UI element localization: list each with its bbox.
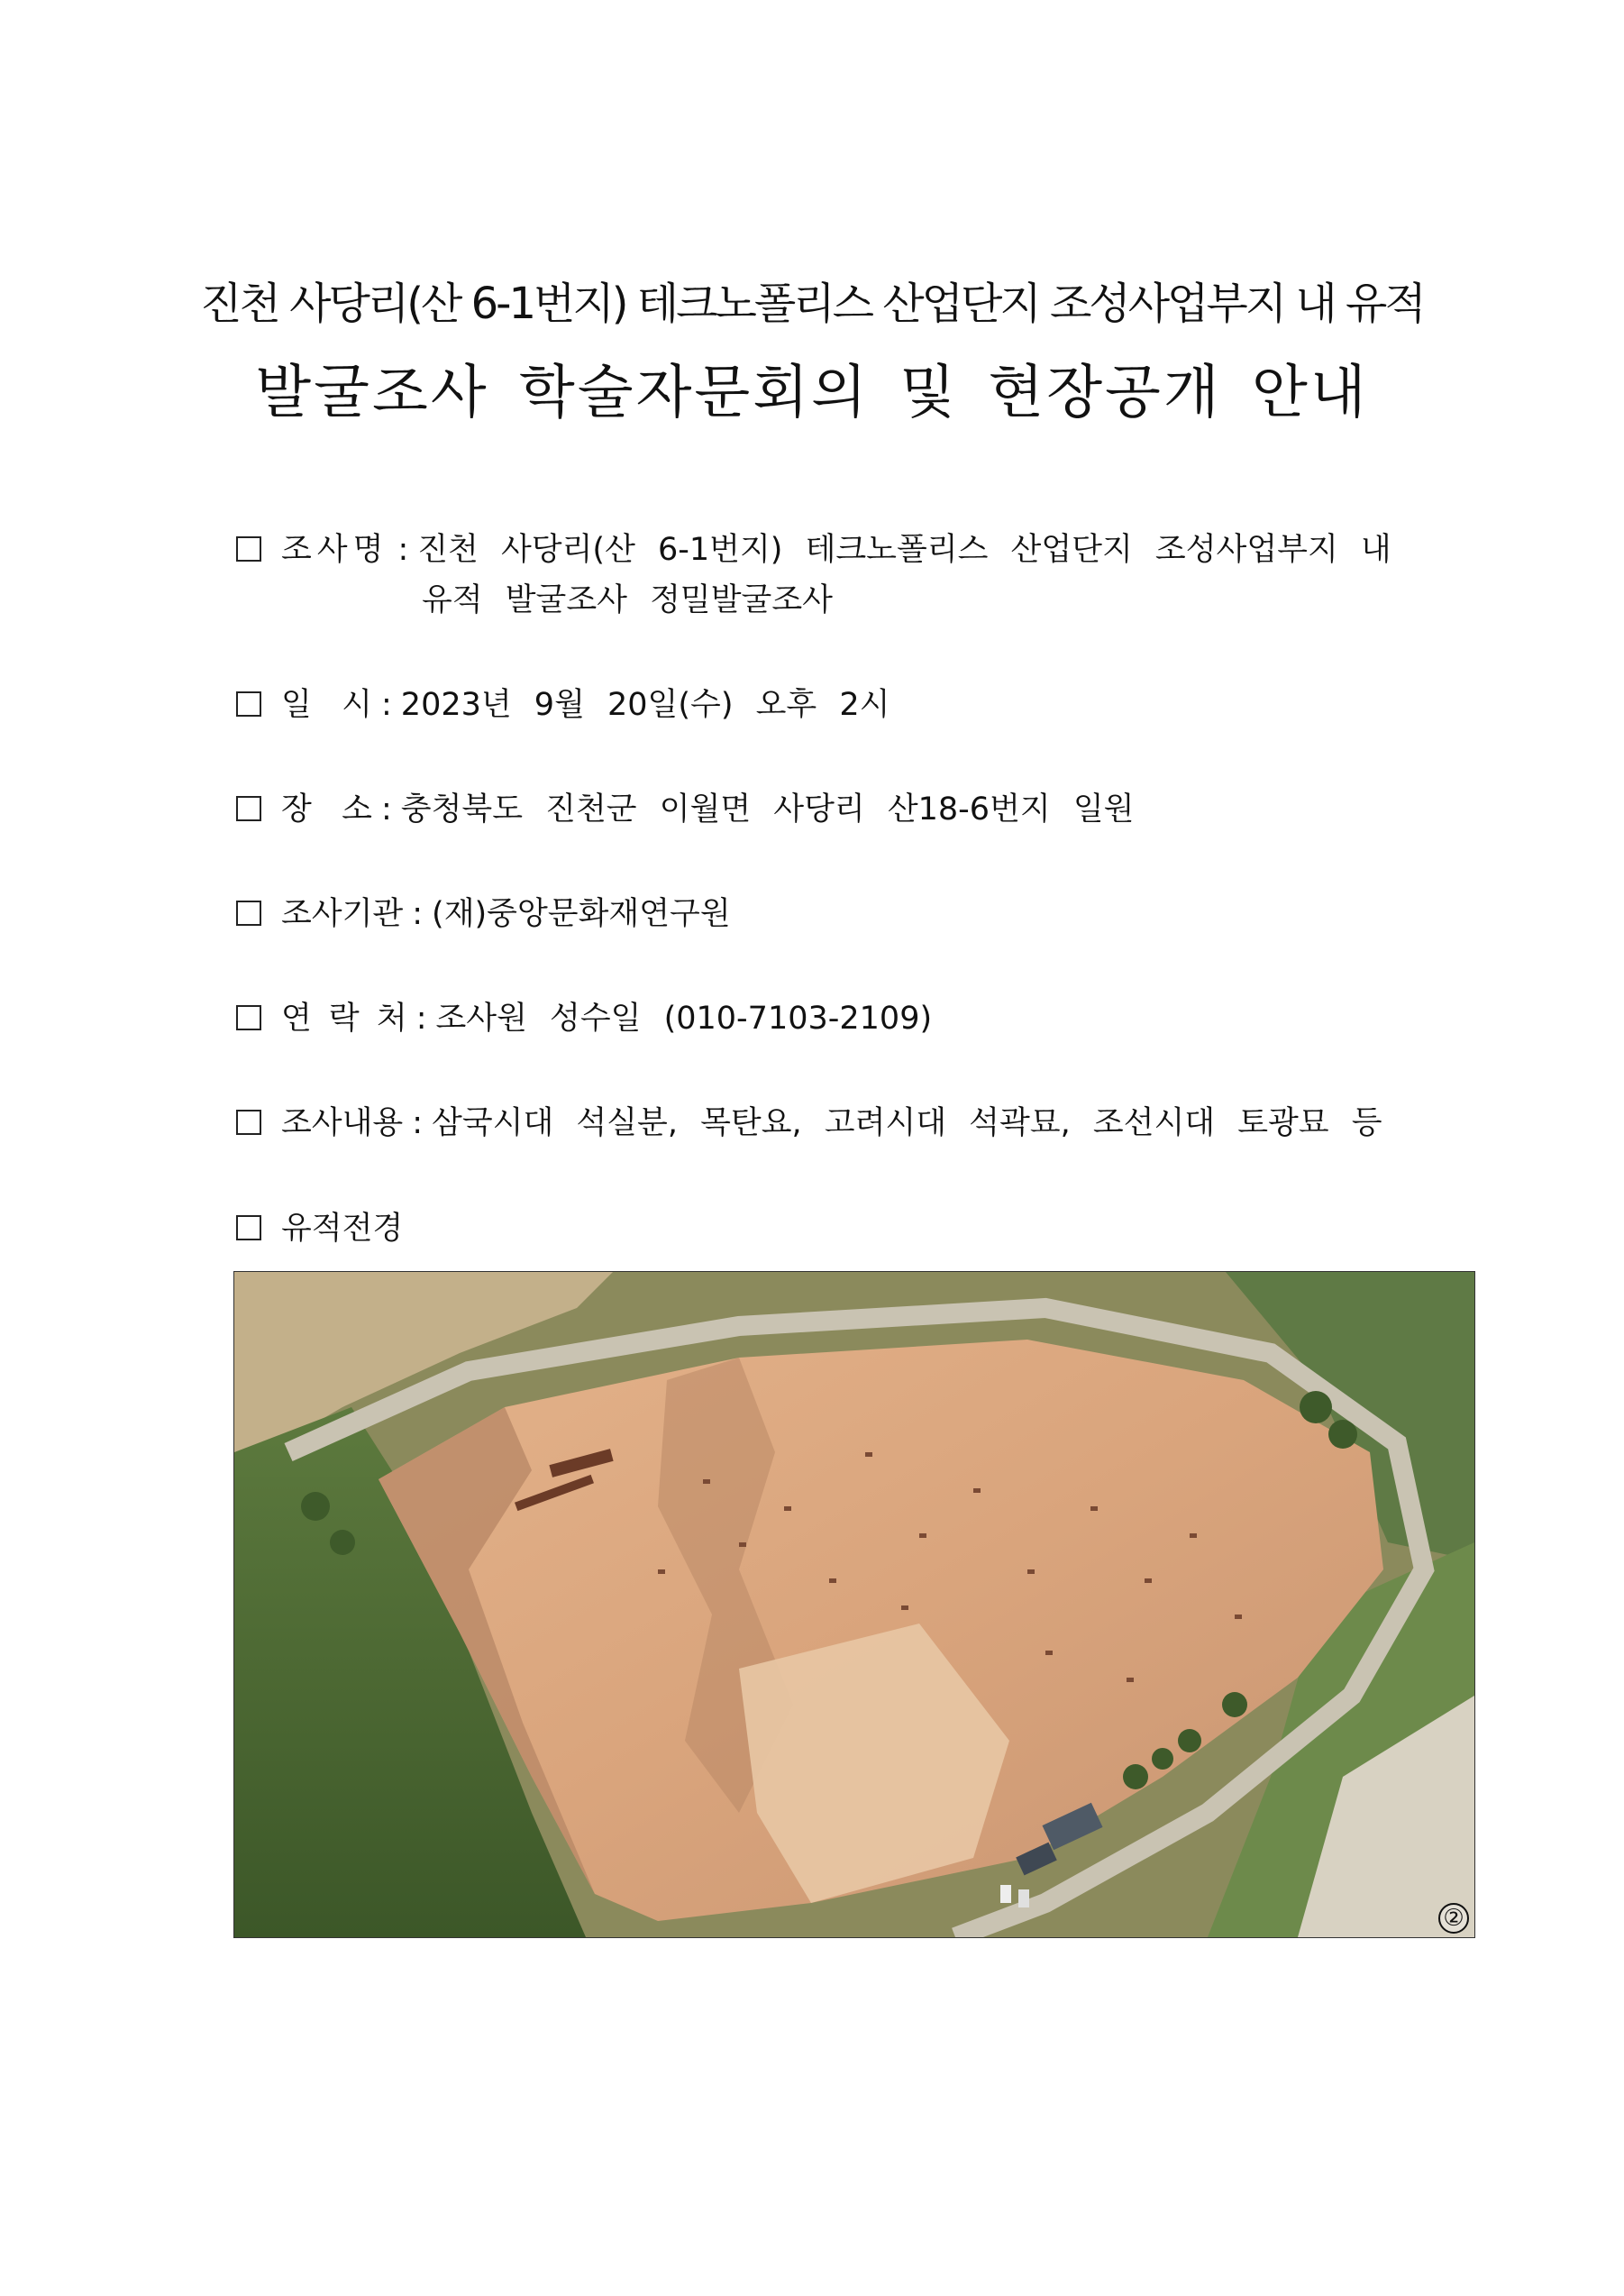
- document-subtitle: 진천 사당리(산 6-1번지) 테크노폴리스 산업단지 조성사업부지 내 유적: [200, 279, 1424, 329]
- document-title: 발굴조사 학술자문회의 및 현장공개 안내: [255, 360, 1369, 426]
- item-label: 연 락 처: [281, 1001, 407, 1037]
- checkbox-square-icon: [236, 1110, 261, 1135]
- item-separator: :: [397, 532, 409, 568]
- item-location: [236, 786, 1134, 833]
- item-institution: [236, 891, 731, 938]
- checkbox-square-icon: [236, 536, 261, 562]
- item-value: 조사원 성수일 (010-7103-2109): [435, 1001, 933, 1037]
- item-separator: :: [412, 896, 424, 932]
- checkbox-square-icon: [236, 1215, 261, 1240]
- checkbox-square-icon: [236, 691, 261, 717]
- item-contact: [236, 995, 932, 1042]
- item-separator: :: [381, 687, 392, 723]
- item-survey-name: [236, 526, 1391, 573]
- checkbox-square-icon: [236, 901, 261, 926]
- item-separator: :: [412, 1105, 424, 1141]
- item-label: 장 소: [281, 791, 372, 828]
- checkbox-square-icon: [236, 1005, 261, 1030]
- item-value: 삼국시대 석실분, 목탄요, 고려시대 석곽묘, 조선시대 토광묘 등: [432, 1105, 1382, 1141]
- item-label: 조사명: [281, 532, 389, 568]
- item-separator: :: [415, 1001, 427, 1037]
- item-datetime: [236, 681, 890, 728]
- item-survey-name-continuation: 유적 발굴조사 정밀발굴조사: [422, 582, 833, 618]
- item-value: 2023년 9월 20일(수) 오후 2시: [400, 687, 890, 723]
- item-site-view: [236, 1205, 403, 1252]
- item-separator: :: [381, 791, 392, 828]
- photo-number-badge: ②: [1438, 1903, 1469, 1934]
- item-value: 진천 사당리(산 6-1번지) 테크노폴리스 산업단지 조성사업부지 내: [417, 532, 1391, 568]
- item-value: (재)중앙문화재연구원: [432, 896, 731, 932]
- aerial-photo-illustration: [234, 1272, 1474, 1937]
- item-label: 일 시: [281, 687, 372, 723]
- site-aerial-photo: [233, 1271, 1475, 1938]
- item-label: 유적전경: [281, 1211, 404, 1247]
- item-label: 조사내용: [281, 1105, 404, 1141]
- item-contents: [236, 1100, 1382, 1147]
- checkbox-square-icon: [236, 796, 261, 821]
- item-label: 조사기관: [281, 896, 404, 932]
- item-value: 충청북도 진천군 이월면 사당리 산18-6번지 일원: [400, 791, 1135, 828]
